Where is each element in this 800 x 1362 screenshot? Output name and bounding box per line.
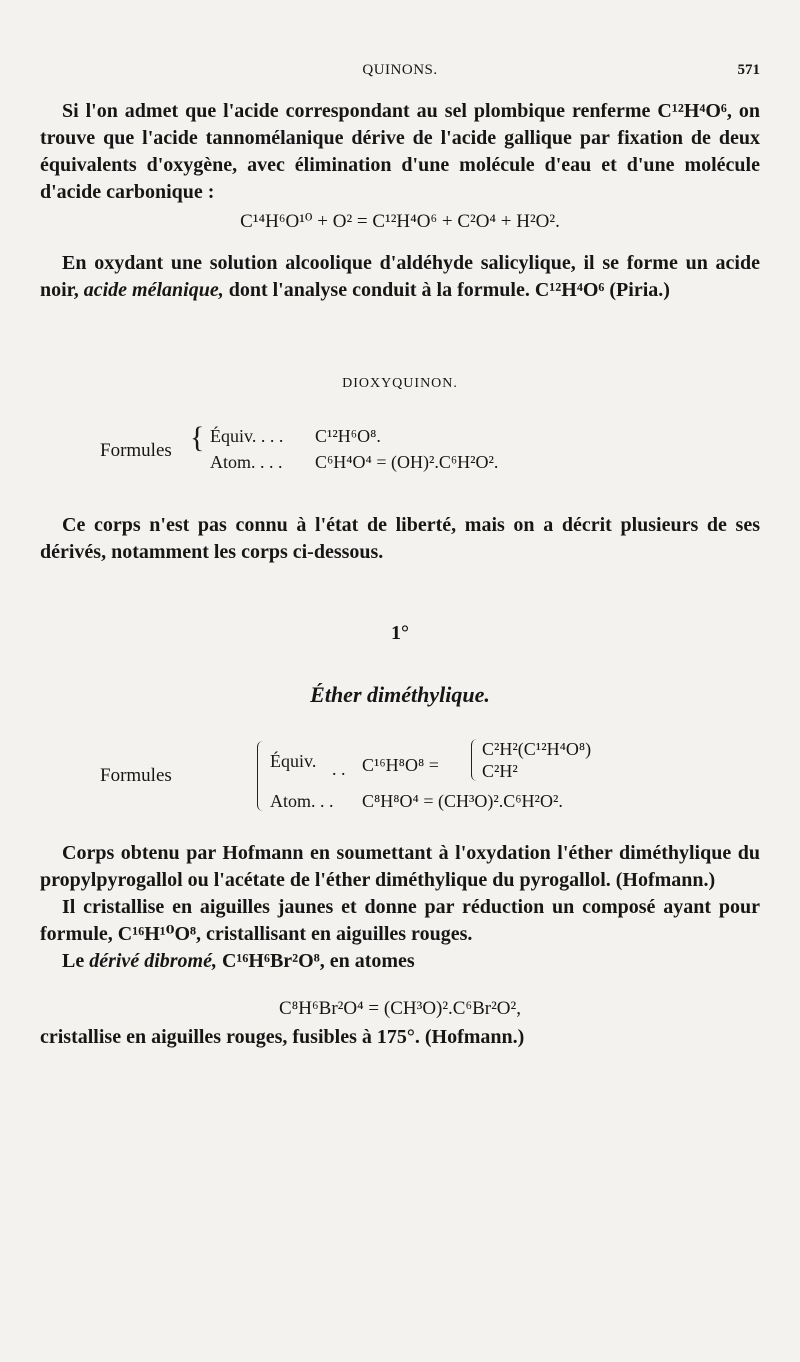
atom-formula-2: C⁸H⁸O⁴ = (CH³O)².C⁶H²O². [362,791,563,811]
paragraph-6-term: dérivé dibromé, [89,950,217,972]
brace-icon-right [471,739,482,781]
paragraph-2-tail: dont l'analyse conduit à la formule. C¹²H⁴O⁶ (Piria.) [228,279,670,301]
section-number: 1° [391,622,409,644]
running-header [40,62,760,84]
paragraph-2-lead: En oxydant une solution alcoolique d'aldéhyde salicylique, il se forme un acide noir, [40,252,760,301]
formula-table-1 [100,420,700,480]
section-title-ether-dimethylique: Éther diméthylique. [310,682,490,707]
equiv-formula-top: C²H²(C¹²H⁴O⁸) [482,739,592,759]
paragraph-6-tail: C¹⁶H⁶Br²O⁸, en atomes [221,950,415,972]
paragraph-5: Il cristallise en aiguilles jaunes et donne par réduction un composé ayant pour formule, C¹⁶H¹⁰O⁸, cristallisant en aiguilles rouges. [40,896,760,945]
formula-table-2 [100,735,720,815]
atom-label-2: Atom. . . [270,791,334,811]
paragraph-1: Si l'on admet que l'acide correspondant au sel plombique renferme C¹²H⁴O⁶, on trouve que l'acide tannomélanique dérive de l'acide gallique par fixation de deux équivalents d'oxygène, avec élimination d'une molécule d'eau et d'une molécule d'acide carbonique : [40,100,760,203]
equiv-dots-2: . . [332,759,346,779]
paragraph-3: Ce corps n'est pas connu à l'état de liberté, mais on a décrit plusieurs de ses dérivés, notamment les corps ci-dessous. [40,514,760,563]
equiv-formula-2: C¹⁶H⁸O⁸ = [362,755,439,775]
brace-icon-left [257,741,268,811]
equiv-label-2: Équiv. [270,751,317,771]
paragraph-2 [40,250,760,304]
paragraph-2-term: acide mélanique, [83,279,224,301]
paragraph-6 [40,948,760,975]
formules-label: Formules [100,440,172,461]
page-number: 571 [737,62,760,78]
atom-label: Atom. . . . [210,452,283,472]
equiv-formula-bottom: C²H² [482,761,518,781]
equiv-label: Équiv. . . . [210,426,284,446]
equation-2: C⁸H⁶Br²O⁴ = (CH³O)².C⁶Br²O², [279,998,521,1019]
section-heading-dioxyquinon: DIOXYQUINON. [342,376,458,391]
paragraph-4: Corps obtenu par Hofmann en soumettant à l'oxydation l'éther diméthylique du propylpyrogallol ou l'acétate de l'éther diméthylique du pyrogallol. (Hofmann.) [40,842,760,891]
atom-formula: C⁶H⁴O⁴ = (OH)².C⁶H²O². [315,452,499,472]
brace-icon: { [190,421,205,454]
running-title: QUINONS. [362,62,438,78]
equation-1: C¹⁴H⁶O¹⁰ + O² = C¹²H⁴O⁶ + C²O⁴ + H²O². [240,211,560,232]
equiv-formula: C¹²H⁶O⁸. [315,426,381,446]
paragraph-6-lead: Le [62,950,85,972]
paragraph-7: cristallise en aiguilles rouges, fusibles à 175°. (Hofmann.) [40,1026,525,1048]
formules-label-2: Formules [100,765,172,786]
